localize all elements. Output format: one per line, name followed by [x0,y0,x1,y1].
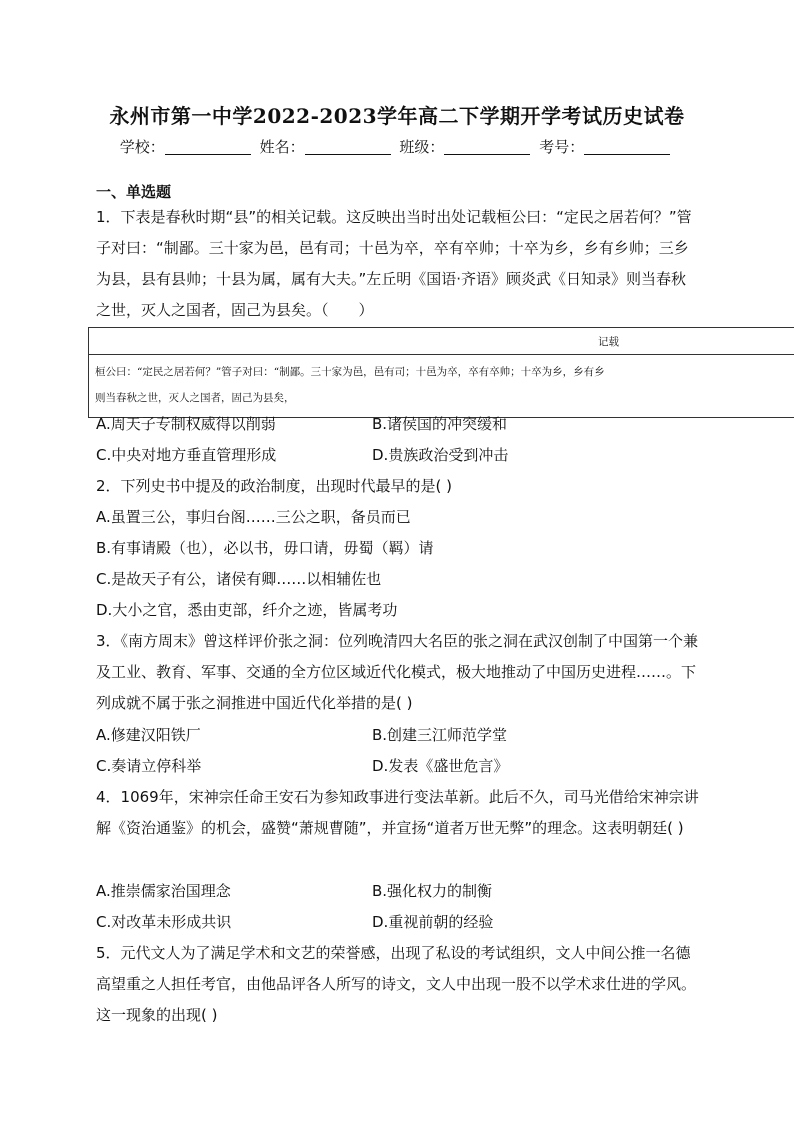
class-blank[interactable] [444,140,530,155]
q2-option-c[interactable]: C.是故天子有公，诸侯有卿……以相辅佐也 [96,570,382,588]
school-label: 学校： [119,138,165,156]
question-5-stem: 5．元代文人为了满足学术和文艺的荣誉感，出现了私设的考试组织，文人中间公推一名德高望重之人担任考官，由他品评各人所写的诗文，文人中出现一股不以学术求仕进的学风。这一现象的出现( ) [96,944,697,1024]
q4-option-c[interactable]: C.对改革未形成共识 [96,913,232,931]
question-3-stem: 3．《南方周末》曾这样评价张之洞：位列晚清四大名臣的张之洞在武汉创制了中国第一个兼及工业、教育、军事、交通的全方位区域近代化模式，极大地推动了中国历史进程……。下列成就不属于张之洞推进中国近代化举措的是( ) [96,632,699,712]
q4-option-a[interactable]: A.推崇儒家治国理念 [96,882,231,900]
q4-option-d[interactable]: D.重视前朝的经验 [372,913,494,931]
q2-option-a[interactable]: A.虽置三公，事归台阁……三公之职，备员而已 [96,508,411,526]
class-label: 班级： [399,138,445,156]
q2-option-d[interactable]: D.大小之官，悉由吏部，纤介之迹，皆属考功 [96,601,398,619]
number-blank[interactable] [584,140,670,155]
q2-option-b[interactable]: B.有事请殿（也），必以书，毋口请，毋蜀（羁）请 [96,539,434,557]
q3-option-c[interactable]: C.奏请立停科举 [96,757,202,775]
question-1-table [88,327,794,418]
q3-option-b[interactable]: B.创建三江师范学堂 [372,726,508,744]
table-line-2: 则当春秋之世，灭人之国者，固己为县矣， [95,392,295,404]
table-cell [89,355,794,418]
number-label: 考号： [539,138,585,156]
table-header: 记载 [89,328,794,355]
q3-option-d[interactable]: D.发表《盛世危言》 [372,757,509,775]
q1-option-c[interactable]: C.中央对地方垂直管理形成 [96,446,277,464]
question-1-stem: 1．下表是春秋时期“县”的相关记载。这反映出当时出处记载桓公曰：“定民之居若何？”管子对曰：“制鄙。三十家为邑，邑有司；十邑为卒，卒有卒帅；十卒为乡，乡有乡帅；三乡为县，县有县帅；十县为属，属有大夫。”左丘明《国语·齐语》顾炎武《日知录》则当春秋之世，灭人之国者，固己为县矣。（ ） [96,208,692,319]
q3-option-a[interactable]: A.修建汉阳铁厂 [96,726,201,744]
school-blank[interactable] [165,140,251,155]
q1-option-a[interactable]: A.周天子专制权威得以削弱 [96,415,276,433]
name-label: 姓名： [259,138,305,156]
question-4-stem: 4．1069年，宋神宗任命王安石为参知政事进行变法革新。此后不久，司马光借给宋神宗讲解《资治通鉴》的机会，盛赞“萧规曹随”，并宣扬“道者万世无弊”的理念。这表明朝廷( ) [96,788,699,837]
exam-title: 永州市第一中学2022-2023学年高二下学期开学考试历史试卷 [109,104,685,128]
q1-option-b[interactable]: B.诸侯国的冲突缓和 [372,415,508,433]
q1-option-d[interactable]: D.贵族政治受到冲击 [372,446,509,464]
table-line-1: 桓公曰：“定民之居若何？”管子对曰：“制鄙。三十家为邑，邑有司；十邑为卒，卒有卒帅；十卒为乡，乡有乡 [95,366,605,378]
q4-option-b[interactable]: B.强化权力的制衡 [372,882,493,900]
question-2-stem: 2．下列史书中提及的政治制度，出现时代最早的是( ) [96,477,453,495]
student-info-line [0,136,794,157]
section-heading: 一、单选题 [96,183,172,201]
name-blank[interactable] [305,140,391,155]
